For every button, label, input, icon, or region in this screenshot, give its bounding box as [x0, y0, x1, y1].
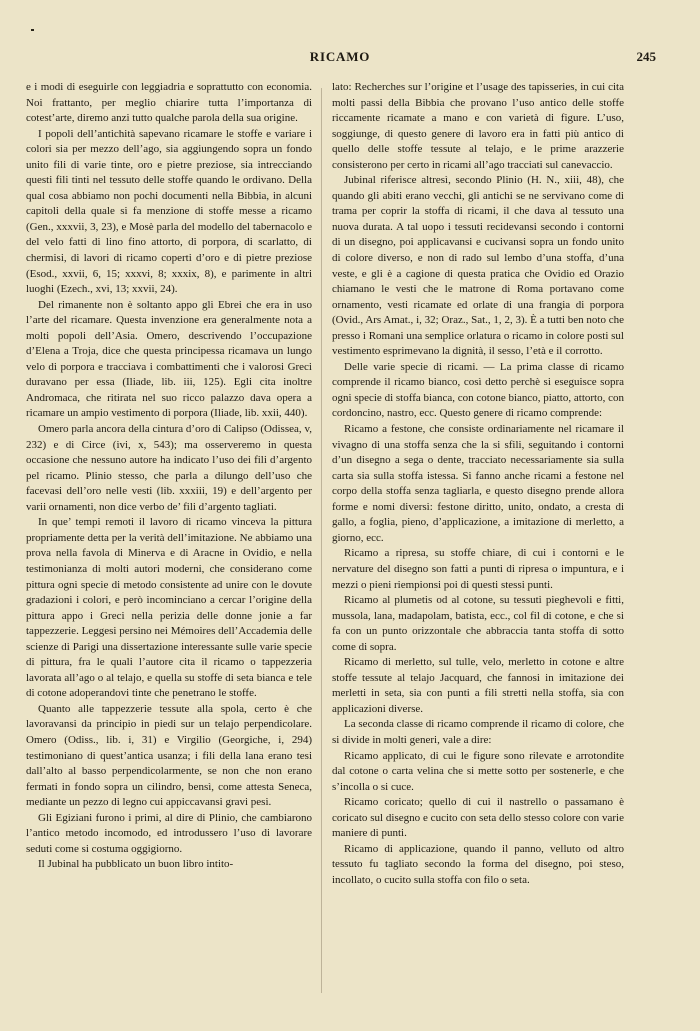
- paragraph: In que’ tempi remoti il lavoro di ricamo vinceva la pittura propriamente detta per la verità dell’imitazione. Ne abbiamo una prova nella favola di Minerva e di Aracne in Ovidio, e nella testimonianza di molti autori moderni, che considerano come pittura ogni specie di metodo consistente ad unire con le dovute gradazioni i colori, e però incominciano a cercar l’origine della pittura appo i Greci nella perizia delle donne jonie a far tappezzerie. Leggesi persino nei Mémoires dell’Accademia delle scienze di Parigi una dissertazione interessante sulle varie specie di pittura, fra le quali l’autore cita il ricamo o tappezzeria lavorata all’ago o al telajo, e quella su stoffe di seta bianca e tele di cotone adoperandovi tinte che penetrano le stoffe.: [26, 516, 312, 700]
- paragraph: Del rimanente non è soltanto appo gli Ebrei che era in uso l’arte del ricamare. Questa invenzione era generalmente nota a molti popoli dell’Asia. Omero, descrivendo l’occupazione d’Elena a Troja, dice che questa principessa ricamava un lungo velo di porpora e tracciava i combattimenti che i valorosi Greci duravano per essa (Iliade, lib. iii, 125). Egli cita inoltre Andromaca, che ritirata nel suo ricco palazzo dava opera a ricamare un ampio vestimento di porpora (Iliade, lib. xxii, 440).: [26, 298, 312, 420]
- paragraph: lato: Recherches sur l’origine et l’usage des tapisseries, in cui cita molti passi della Bibbia che provano l’uso antico delle stoffe riccamente ricamate a mano e con varietà di figure. L’uso, soggiunge, di questo genere di lavoro era in fatti più antico di quello delle stoffe tessute al telajo, e le prime arazzerie consisterono per certo in ricami all’ago tracciati sul canevaccio.: [332, 81, 624, 171]
- right-column: [332, 80, 624, 995]
- paragraph: Ricamo al plumetis od al cotone, su tessuti pieghevoli e fitti, mussola, lana, madapolam, batista, ecc., col fil di cotone, e che si fa con un punto orizzontale che abbraccia tanta stoffa di sotto come di sopra.: [332, 594, 624, 653]
- paragraph: Ricamo a ripresa, su stoffe chiare, di cui i contorni e le nervature del disegno son fatti a punti di ripresa o impuntura, e i mezzi o pieni riempionsi poi di questi stessi punti.: [332, 547, 624, 591]
- paragraph: I popoli dell’antichità sapevano ricamare le stoffe e variare i colori sia per mezzo dell’ago, sia aggiungendo sopra un fondo unito fili di varie tinte, oro e pietre preziose, sia intrecciando questi fili tinti nel tessuto delle stoffe quando le ordivano. Della qual cosa abbiamo non pochi documenti nella Bibbia, in alcuni capitoli della quale si fa menzione di stoffe messe a ricamo (Gen., xxxvii, 3, 23), e Mosè parla del modello del tabernacolo e del velo fatti di lino fino attorto, di porpora, di scarlatto, di chermisi, di lavori di ricamo coperti d’oro e di pietre preziose (Esod., xxvii, 6, 15; xxxvi, 8; xxxix, 8), e parimente in altri luoghi (Ezech., xvi, 13; xxvii, 24).: [26, 127, 312, 296]
- left-column: [26, 80, 312, 995]
- column-divider: [321, 88, 322, 993]
- paragraph: e i modi di eseguirle con leggiadria e soprattutto con economia. Noi frattanto, per meglio chiarire tutta l’importanza di cotest’arte, diremo anzi tutto qualche parola della sua origine.: [26, 81, 312, 125]
- paragraph: Ricamo coricato; quello di cui il nastrello o passamano è coricato sul disegno e cucito con seta dello stesso colore con varie maniere di punti.: [332, 796, 624, 840]
- paragraph: Gli Egiziani furono i primi, al dire di Plinio, che cambiarono l’antico metodo incomodo, ed introdussero l’uso di lavorare seduti come si costuma oggigiorno.: [26, 811, 312, 855]
- running-title: RICAMO: [309, 49, 371, 64]
- paragraph: Ricamo di merletto, sul tulle, velo, merletto in cotone e altre stoffe tessute al telajo Jacquard, che fannosi in imitazione dei merletti in seta, sia con punti a fili stretti nella stoffa, sia con applicazioni diverse.: [332, 656, 624, 715]
- paragraph: Ricamo applicato, di cui le figure sono rilevate e arrotondite dal cotone o carta velina che si mette sotto per sostenerle, e che s’incolla o si cuce.: [332, 749, 624, 793]
- page-number: 245: [636, 49, 656, 64]
- print-mark: [31, 29, 34, 31]
- paragraph: Jubinal riferisce altresì, secondo Plinio (H. N., xiii, 48), che quando gli abiti erano vecchi, gli antichi se ne servivano come di trama per coprir la stoffa di ricami, il che dava al tessuto una nuova durata. A tal uopo i tessuti recidevansi secondo i contorni di un disegno, poi applicavansi e cucivansi sopra un fondo unito di colore diverso, e non di rado sul lembo d’una stoffa, d’una veste, e gli è a cagione di questa pratica che Ovidio ed Orazio chiamano le vesti che le matrone di Roma portavano come ornamento, vesti ricamate ed orlate di una frangia di porpora (Ovid., Ars Amat., i, 32; Oraz., Sat., 1, 2, 3). È a tutti ben noto che presso i Romani una semplice orlatura o ricamo in colore posti sul vestimento esprimevano la dignità, il sesso, l’età e il corrotto.: [332, 174, 624, 358]
- paragraph: Quanto alle tappezzerie tessute alla spola, certo è che lavoravansi da principio in piedi sur un telajo perpendicolare. Omero (Odiss., lib. i, 31) e Virgilio (Georgiche, i, 294) testimoniano di quest’antica usanza; i fili della lana erano tesi dall’alto al basso perpendicolarmente, se non che non erano fermati in fondo sopra un cilindro, bensì, come attesta Seneca, mediante un pezzo di legno cui appiccavansi gravi pesi.: [26, 702, 312, 809]
- paragraph: La seconda classe di ricamo comprende il ricamo di colore, che si divide in molti generi, vale a dire:: [332, 718, 624, 746]
- paragraph: Ricamo di applicazione, quando il panno, velluto od altro tessuto fu tagliato secondo la forma del disegno, poi steso, incollato, o cucito sulla stoffa con filo o seta.: [332, 842, 624, 886]
- running-head: [24, 49, 656, 71]
- paragraph: Il Jubinal ha pubblicato un buon libro intito-: [38, 858, 234, 871]
- paragraph: Delle varie specie di ricami. — La prima classe di ricamo comprende il ricamo bianco, così detto perchè si eseguisce sopra ogni specie di stoffa bianca, con cotone bianco, piatto, attorto, con cordoncino, nastro, ecc. Questo genere di ricamo comprende:: [332, 360, 624, 420]
- paragraph: Ricamo a festone, che consiste ordinariamente nel ricamare il vivagno di una stoffa senza che la si sfili, seguitando i contorni d’un disegno a sega o dente, tracciato necessariamente sia sulla carta sia sulla stoffa istessa. Si fanno anche ricami a festone nel corpo della stoffa senza tagliarla, e questo disegno prende allora forme e nomi diversi: festone diritto, unito, ondato, a cresta di gallo, a foglia, pieno, d’applicazione, a imitazione di merletto, a giorno, ecc.: [332, 423, 624, 544]
- paragraph: Omero parla ancora della cintura d’oro di Calipso (Odissea, v, 232) e di Circe (ivi, x, 543); ma osserveremo in questa occasione che nessuno autore ha indicato l’uso dei fili d’argento pel ricamo. Plinio stesso, che parla a dilungo dell’uso che facevasi dell’oro nelle vesti (lib. xxxiii, 19) e dell’argento per varii ornamenti, non dice verbo de’ fili d’argento tagliati.: [26, 423, 312, 513]
